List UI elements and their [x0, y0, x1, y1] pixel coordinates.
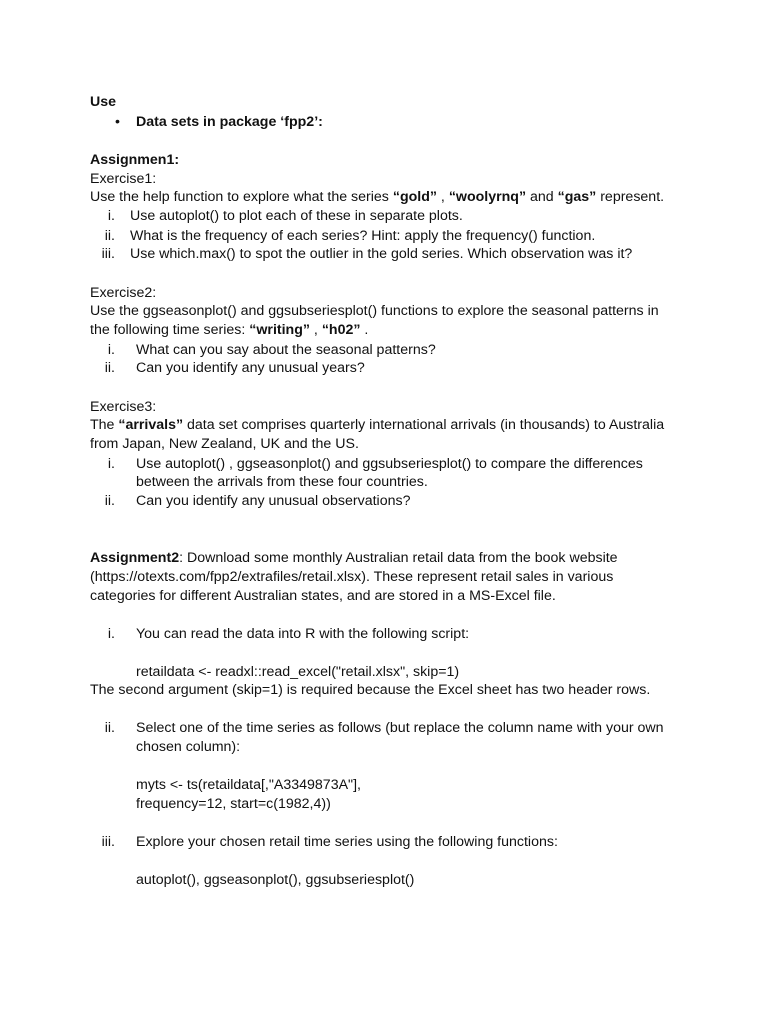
item-text: Select one of the time series as follows (but replace the column name with your own	[136, 720, 664, 736]
exercise3-intro-pre: The	[90, 417, 119, 433]
item-text: What can you say about the seasonal patterns?	[136, 342, 436, 358]
item-text: You can read the data into R with the following script:	[136, 626, 470, 642]
use-heading: Use	[90, 94, 117, 110]
exercise1-heading: Exercise1:	[90, 171, 157, 187]
exercise1-intro-post: represent.	[596, 189, 665, 205]
item-text: Use autoplot() to plot each of these in separate plots.	[130, 208, 463, 224]
code-line: myts <- ts(retaildata[,"A3349873A"],	[136, 777, 361, 793]
code-line: frequency=12, start=c(1982,4))	[136, 796, 331, 812]
item-number: iii.	[101, 246, 115, 262]
assignment1-heading: Assignmen1:	[90, 152, 180, 168]
item-text: Can you identify any unusual years?	[136, 360, 365, 376]
exercise3-intro-post: data set comprises quarterly international arrivals (in thousands) to Australia	[183, 417, 665, 433]
series-arrivals: “arrivals”	[118, 417, 184, 433]
assignment2-intro-line1	[90, 549, 678, 568]
assignment2-note: The second argument (skip=1) is required because the Excel sheet has two header rows.	[90, 682, 651, 698]
exercise1-intro-pre: Use the help function to explore what the series	[90, 189, 393, 205]
use-bullet-text: Data sets in package ‘fpp2’:	[136, 114, 323, 130]
assignment2-intro-line3: categories for different Australian states, and are stored in a MS-Excel file.	[90, 588, 556, 604]
separator: and	[526, 189, 558, 205]
bullet-icon: •	[115, 114, 120, 130]
item-text: Use which.max() to spot the outlier in the gold series. Which observation was it?	[130, 246, 633, 262]
item-number: ii.	[104, 720, 115, 736]
series-woolyrnq: “woolyrnq”	[448, 189, 527, 205]
series-h02: “h02”	[321, 322, 361, 338]
assignment2-intro-text: : Download some monthly Australian retail data from the book website	[179, 550, 618, 566]
item-text: chosen column):	[136, 739, 241, 755]
item-text: Can you identify any unusual observations?	[136, 493, 411, 509]
separator: ,	[309, 322, 322, 338]
item-number: i.	[107, 626, 115, 642]
separator: ,	[436, 189, 449, 205]
item-text: Explore your chosen retail time series using the following functions:	[136, 834, 558, 850]
exercise2-intro-line1: Use the ggseasonplot() and ggsubseriesplot() functions to explore the seasonal patterns in	[90, 303, 659, 319]
assignment2-intro-line2: (https://otexts.com/fpp2/extrafiles/retail.xlsx). These represent retail sales in various	[90, 569, 614, 585]
assignment2-heading: Assignment2	[90, 550, 180, 566]
exercise3-intro-line2: from Japan, New Zealand, UK and the US.	[90, 436, 359, 452]
code-line: retaildata <- readxl::read_excel("retail.xlsx", skip=1)	[136, 664, 460, 680]
series-writing: “writing”	[249, 322, 310, 338]
exercise2-intro-pre: the following time series:	[90, 322, 250, 338]
exercise2-heading: Exercise2:	[90, 285, 157, 301]
item-number: ii.	[104, 360, 115, 376]
exercise2-intro-post: .	[360, 322, 369, 338]
exercise2-intro-line2	[90, 321, 678, 340]
item-text: Use autoplot() , ggseasonplot() and ggsubseriesplot() to compare the differences	[136, 456, 643, 472]
series-gas: “gas”	[557, 189, 597, 205]
item-number: i.	[107, 208, 115, 224]
item-number: ii.	[104, 493, 115, 509]
exercise3-intro-line1	[90, 416, 678, 435]
item-text: What is the frequency of each series? Hint: apply the frequency() function.	[130, 228, 596, 244]
item-number: iii.	[101, 834, 115, 850]
item-text: between the arrivals from these four countries.	[136, 474, 428, 490]
code-line: autoplot(), ggseasonplot(), ggsubseriesplot()	[136, 872, 415, 888]
exercise1-intro	[90, 188, 678, 207]
item-number: i.	[107, 456, 115, 472]
item-number: i.	[107, 342, 115, 358]
item-number: ii.	[104, 228, 115, 244]
series-gold: “gold”	[392, 189, 437, 205]
exercise3-heading: Exercise3:	[90, 399, 157, 415]
